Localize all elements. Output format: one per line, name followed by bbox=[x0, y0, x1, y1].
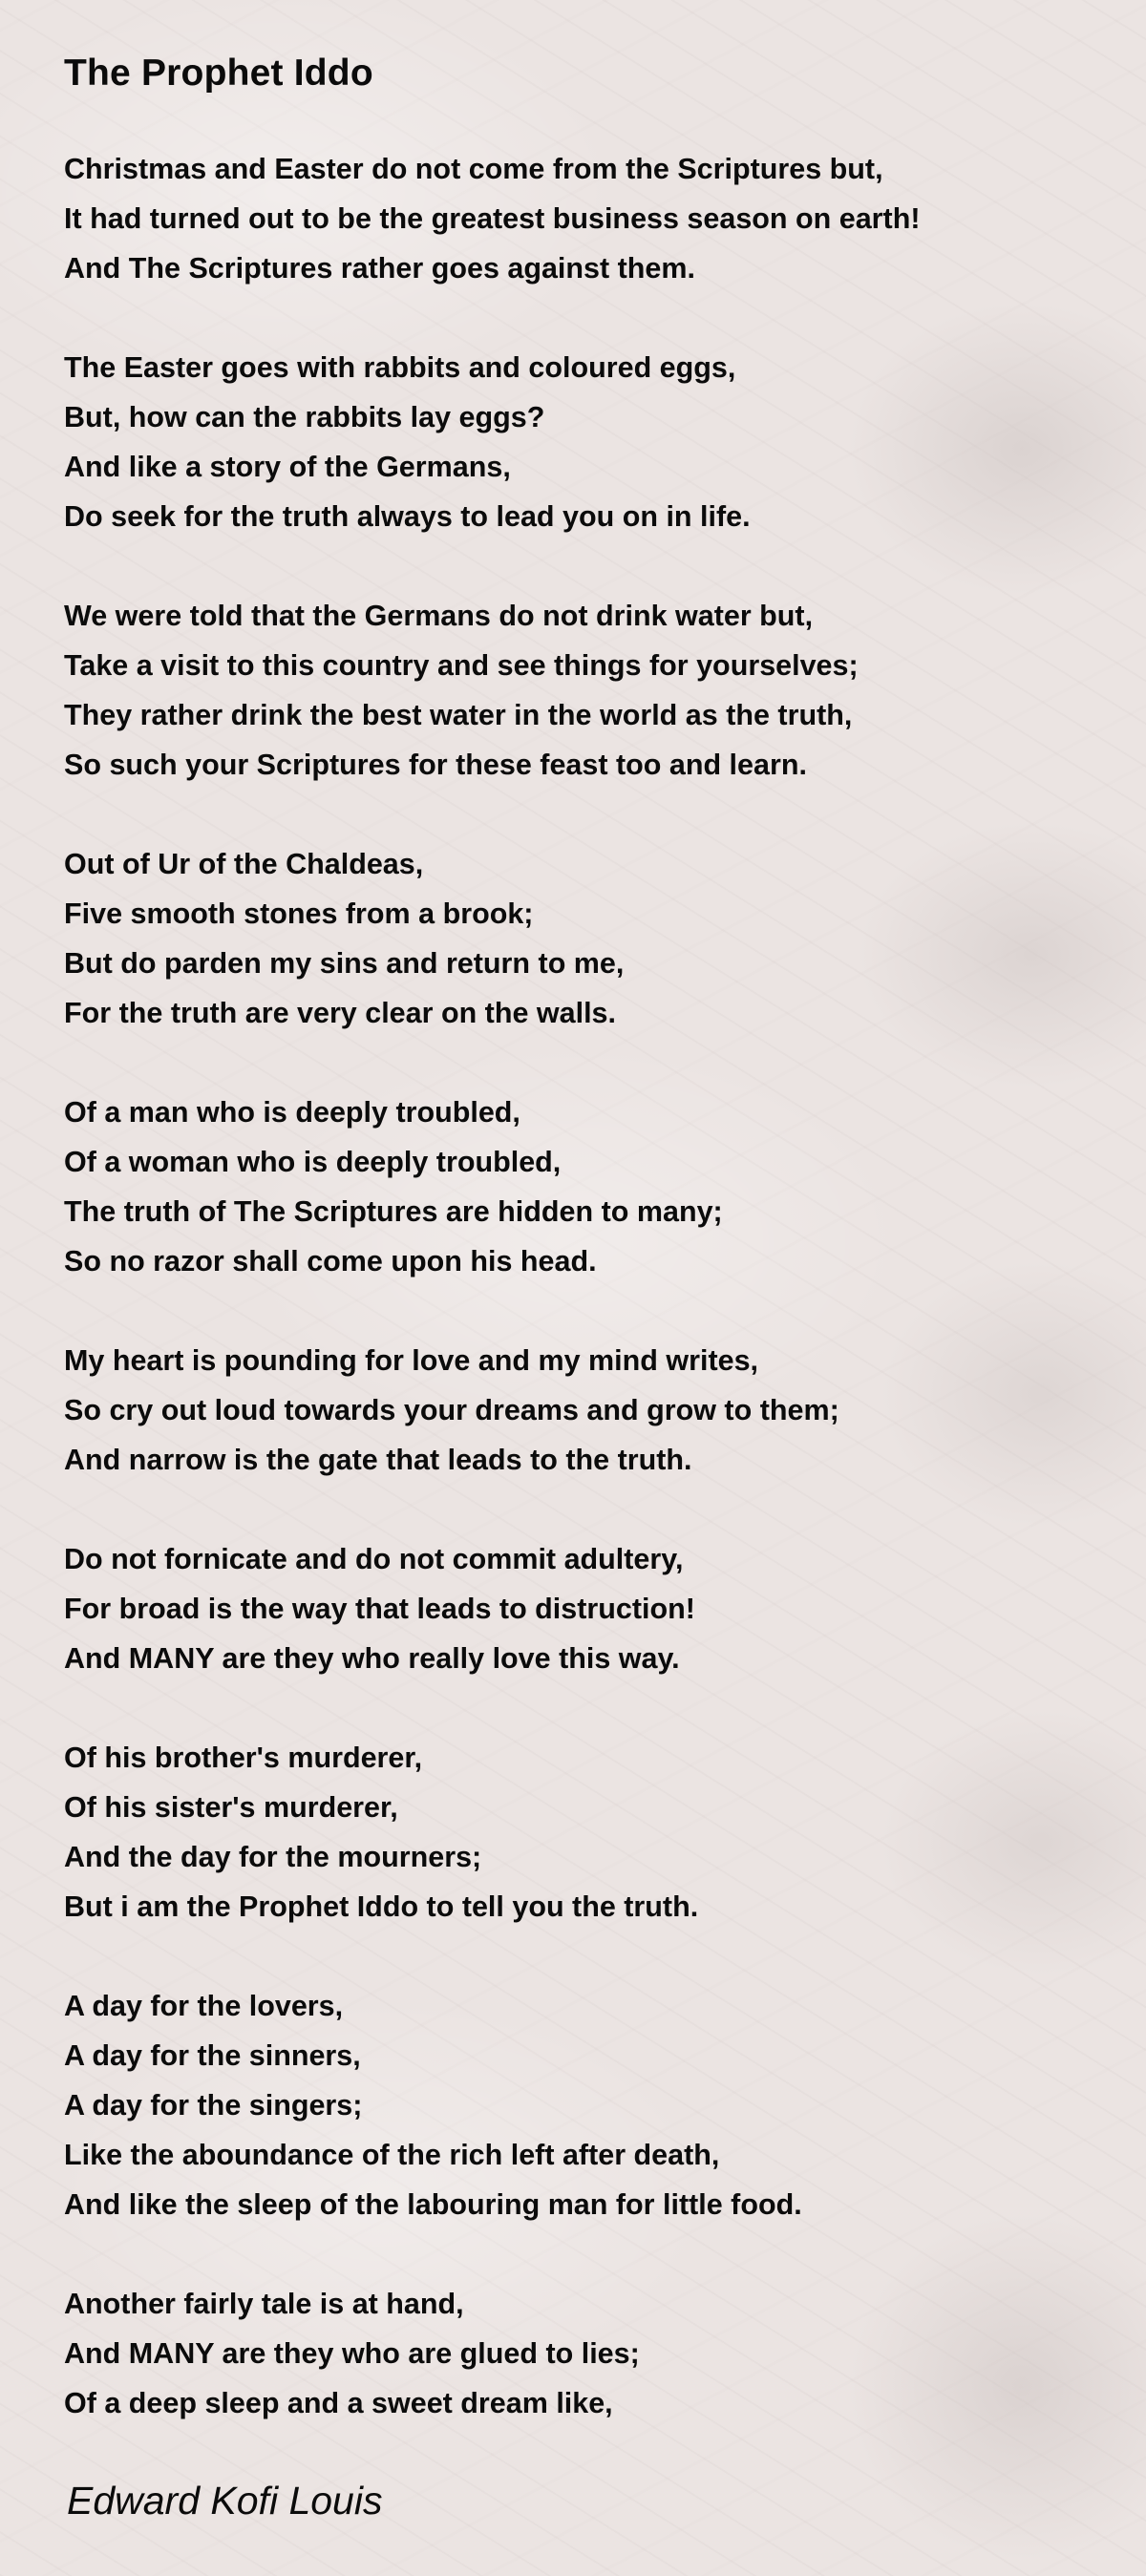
poem-stanza bbox=[64, 591, 1114, 790]
poem-line: But, how can the rabbits lay eggs? bbox=[64, 401, 545, 433]
poem-line: But do parden my sins and return to me, bbox=[64, 947, 625, 980]
poem-line: Like the aboundance of the rich left after death, bbox=[64, 2139, 720, 2171]
poem-line: Of his sister's murderer, bbox=[64, 1791, 398, 1824]
poem-line: Of a deep sleep and a sweet dream like, bbox=[64, 2387, 613, 2419]
poem-line: And MANY are they who are glued to lies; bbox=[64, 2337, 640, 2370]
poem-line: A day for the lovers, bbox=[64, 1990, 344, 2022]
poem-line: Take a visit to this country and see things for yourselves; bbox=[64, 649, 859, 682]
poem-line: A day for the singers; bbox=[64, 2089, 363, 2122]
poem-line: A day for the sinners, bbox=[64, 2039, 361, 2072]
poem-line: So no razor shall come upon his head. bbox=[64, 1245, 597, 1277]
poem-line: Five smooth stones from a brook; bbox=[64, 897, 534, 930]
poem-line: Christmas and Easter do not come from the Scriptures but, bbox=[64, 153, 883, 185]
poem-title: The Prophet Iddo bbox=[64, 53, 373, 94]
poem-line: We were told that the Germans do not drink water but, bbox=[64, 600, 814, 632]
poem-line: For broad is the way that leads to distruction! bbox=[64, 1593, 695, 1625]
poem-container bbox=[64, 48, 1114, 2478]
poem-stanza bbox=[64, 1733, 1114, 1932]
poem-line: And The Scriptures rather goes against them. bbox=[64, 252, 695, 285]
poem-line: But i am the Prophet Iddo to tell you the truth. bbox=[64, 1890, 699, 1923]
poem-line: And like a story of the Germans, bbox=[64, 451, 511, 483]
poem-line: They rather drink the best water in the world as the truth, bbox=[64, 699, 853, 731]
poem-stanza bbox=[64, 1981, 1114, 2229]
poem-line: For the truth are very clear on the walls. bbox=[64, 997, 616, 1029]
poem-line: And the day for the mourners; bbox=[64, 1841, 482, 1873]
poem-stanza bbox=[64, 839, 1114, 1038]
poem-stanza bbox=[64, 2279, 1114, 2428]
poem-line: The Easter goes with rabbits and coloured eggs, bbox=[64, 351, 736, 384]
poem-stanza bbox=[64, 1534, 1114, 1683]
poem-line: So such your Scriptures for these feast too and learn. bbox=[64, 749, 807, 781]
poem-line: Do seek for the truth always to lead you on in life. bbox=[64, 500, 751, 533]
poem-line: Of his brother's murderer, bbox=[64, 1742, 423, 1774]
poem-line: Another fairly tale is at hand, bbox=[64, 2288, 464, 2320]
poem-line: And like the sleep of the labouring man for little food. bbox=[64, 2188, 802, 2221]
poem-line: Out of Ur of the Chaldeas, bbox=[64, 848, 424, 880]
poem-line: Of a man who is deeply troubled, bbox=[64, 1096, 520, 1129]
poem-stanza bbox=[64, 1087, 1114, 1286]
poem-stanza bbox=[64, 144, 1114, 293]
poem-line: Of a woman who is deeply troubled, bbox=[64, 1146, 562, 1178]
poem-line: So cry out loud towards your dreams and grow to them; bbox=[64, 1394, 839, 1426]
poem-line: And narrow is the gate that leads to the truth. bbox=[64, 1444, 692, 1476]
poem-line: It had turned out to be the greatest business season on earth! bbox=[64, 202, 921, 235]
poem-line: Do not fornicate and do not commit adultery, bbox=[64, 1543, 684, 1575]
poem-body bbox=[64, 144, 1114, 2428]
poem-line: And MANY are they who really love this way. bbox=[64, 1642, 680, 1675]
poem-stanza bbox=[64, 1336, 1114, 1485]
poem-author: Edward Kofi Louis bbox=[67, 2479, 383, 2523]
poem-line: My heart is pounding for love and my mind writes, bbox=[64, 1344, 759, 1377]
poem-line: The truth of The Scriptures are hidden to many; bbox=[64, 1195, 723, 1228]
poem-stanza bbox=[64, 343, 1114, 541]
